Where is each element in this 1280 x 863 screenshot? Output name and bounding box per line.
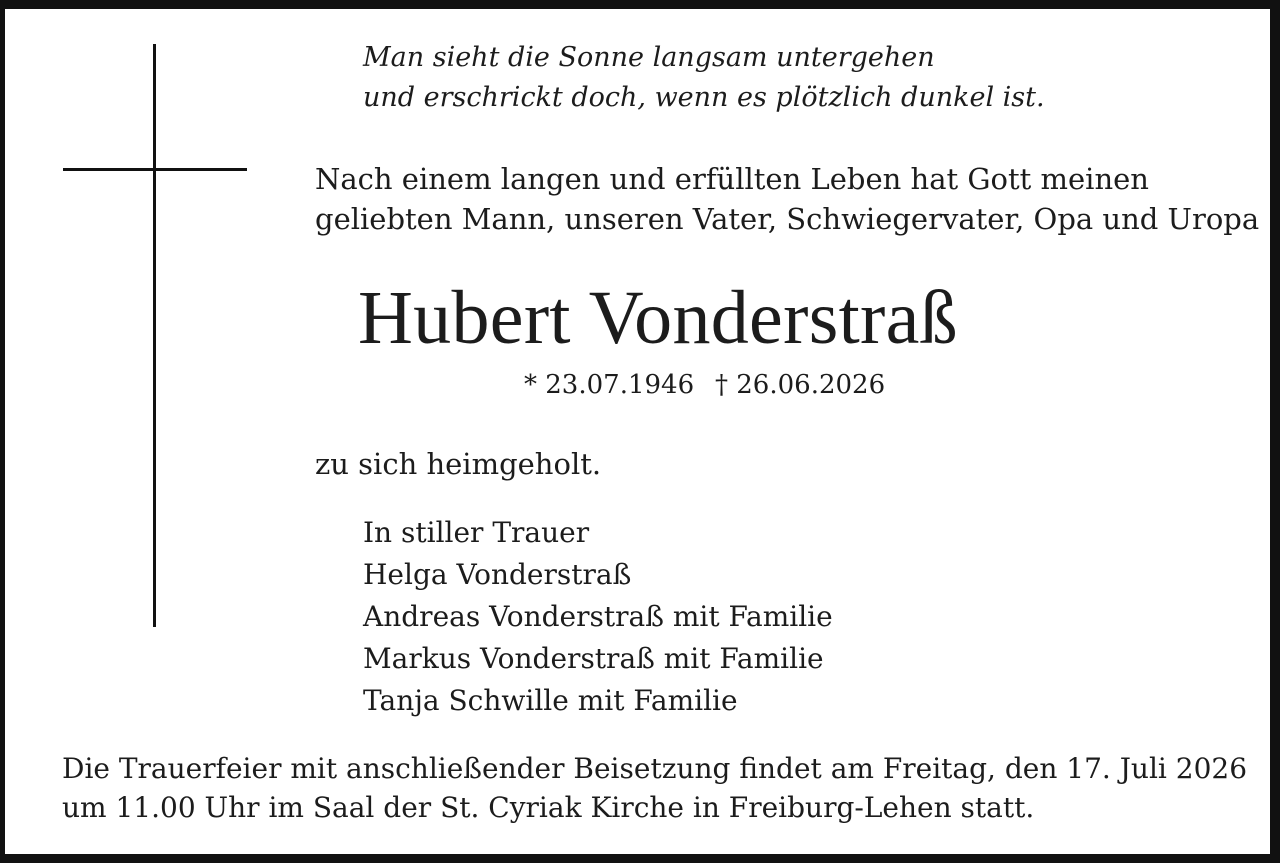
mourner-line: Andreas Vonderstraß mit Familie — [363, 600, 833, 633]
mourner-line: Helga Vonderstraß — [363, 558, 632, 591]
motto-line-2: und erschrickt doch, wenn es plötzlich dunkel ist. — [363, 82, 1045, 113]
mourner-line: Markus Vonderstraß mit Familie — [363, 642, 824, 675]
ceremony-line-2: um 11.00 Uhr im Saal der St. Cyriak Kirche in Freiburg-Lehen statt. — [62, 791, 1035, 824]
death-date: † 26.06.2026 — [715, 370, 886, 400]
ceremony-line-1: Die Trauerfeier mit anschließender Beisetzung findet am Freitag, den 17. Juli 2026 — [62, 752, 1248, 785]
intro-line-1: Nach einem langen und erfüllten Leben hat Gott meinen — [315, 162, 1149, 196]
cross-icon-horizontal-bar — [63, 168, 247, 171]
mourner-line: In stiller Trauer — [363, 516, 590, 549]
birth-date: * 23.07.1946 — [524, 370, 695, 400]
motto-line-1: Man sieht die Sonne langsam untergehen — [363, 42, 935, 73]
deceased-name: Hubert Vonderstraß — [358, 276, 958, 360]
mourner-line: Tanja Schwille mit Familie — [363, 684, 738, 717]
closing-text: zu sich heimgeholt. — [315, 447, 602, 481]
cross-icon-vertical-bar — [153, 44, 156, 627]
intro-line-2: geliebten Mann, unseren Vater, Schwiegervater, Opa und Uropa — [315, 202, 1260, 236]
